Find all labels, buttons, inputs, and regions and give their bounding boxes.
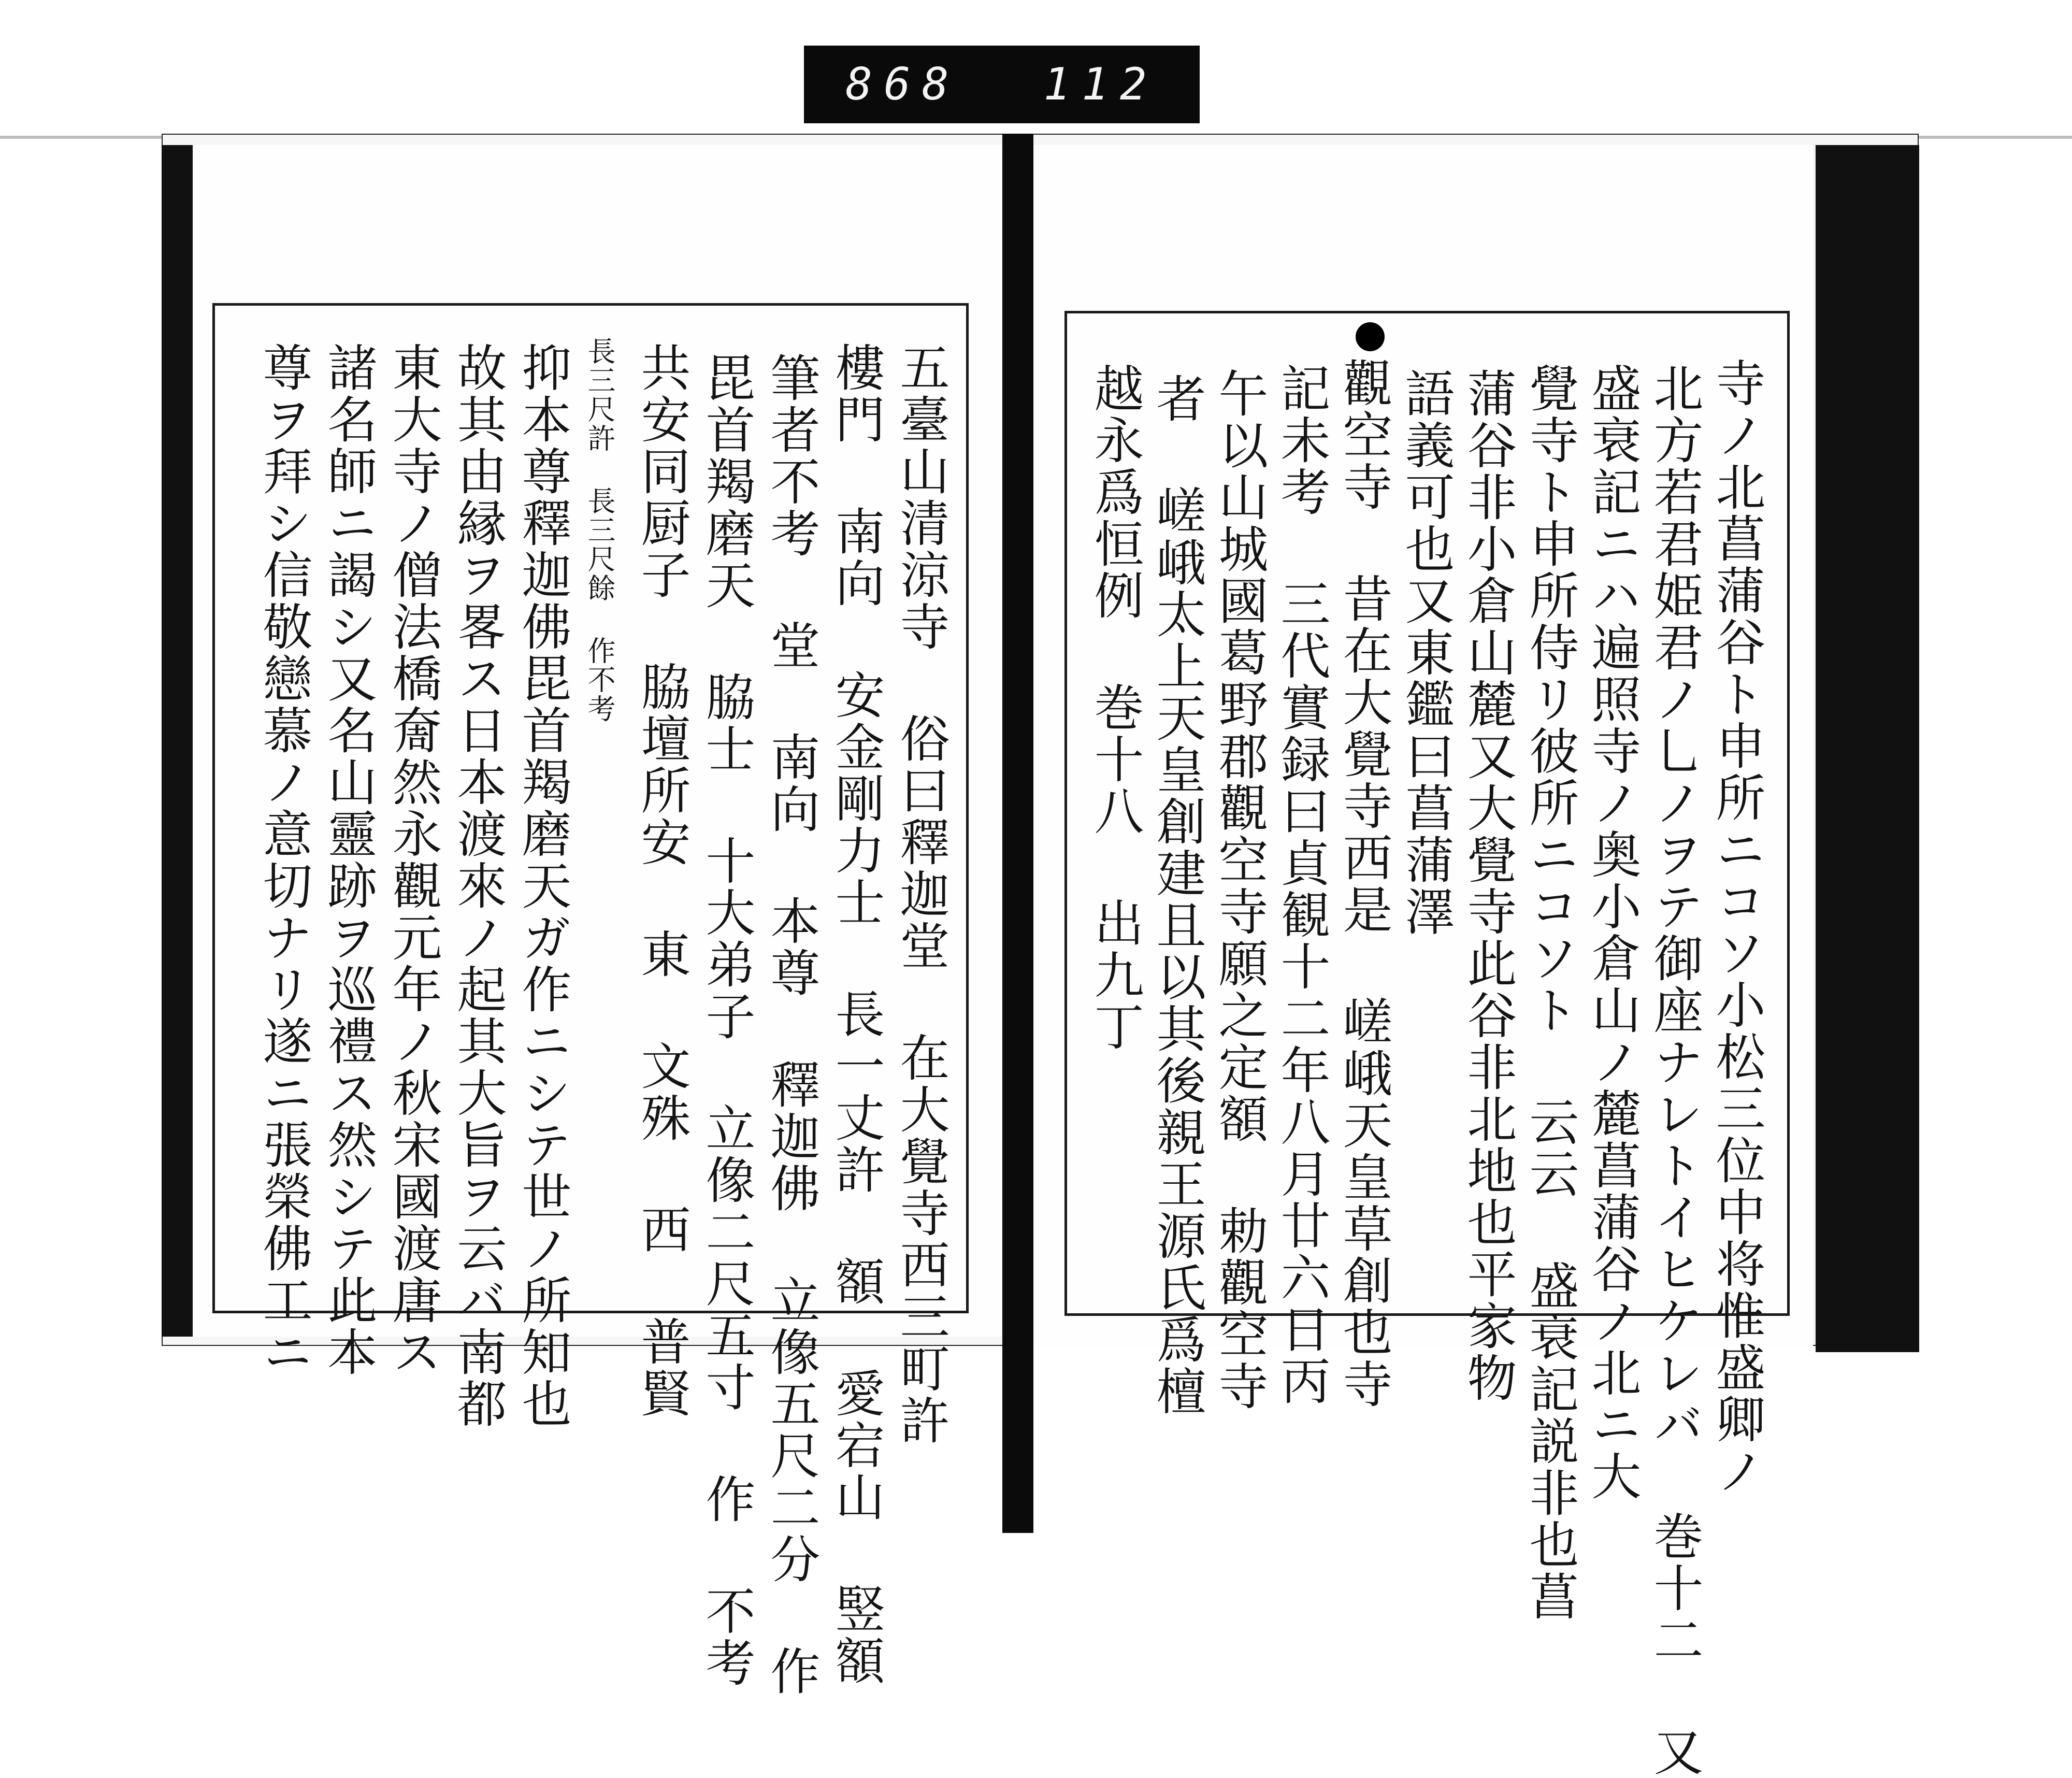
left-column-5: 共安同厨子 脇壇所安 東 文殊 西 普賢	[633, 342, 691, 1419]
right-column-2: 北方若君姫君ノ乚ノヲテ御座ナレトイヒケレバ 巻十二 又	[1646, 363, 1704, 1778]
left-page-edge	[162, 145, 194, 1337]
left-column-7: 抑本尊釋迦佛毘首羯磨天ガ作ニシテ世ノ所知也	[514, 342, 572, 1430]
right-column-6: 語義可也又東鑑曰菖蒲澤	[1397, 368, 1455, 938]
punch-hole	[1356, 322, 1385, 351]
left-column-6: 長三尺許 長三尺餘 作不考	[583, 337, 616, 723]
left-column-3: 筆者不考 堂 南向 本尊 釋迦佛 立像五尺二分 作	[762, 352, 821, 1697]
left-column-4: 毘首羯磨天 脇士 十大弟子 立像二尺五寸 作 不考	[698, 352, 756, 1689]
right-column-7: 觀空寺 昔在大覺寺西是 嵯峨天皇草創也寺	[1335, 357, 1393, 1410]
right-column-3: 盛衰記ニハ遍照寺ノ奥小倉山ノ麓菖蒲谷ノ北ニ大	[1584, 363, 1642, 1502]
right-column-11: 越永爲恒例 巻十八 出九丁	[1086, 363, 1144, 1053]
left-column-10: 諸名師ニ謁シ又名山靈跡ヲ巡禮ス然シテ此本	[320, 342, 378, 1378]
right-column-9: 午以山城國葛野郡觀空寺願之定額 勅觀空寺	[1211, 368, 1269, 1412]
right-column-10: 者 嵯峨太上天皇創建且以其後親王源氏爲檀	[1148, 373, 1206, 1417]
left-column-9: 東大寺ノ僧法橋奝然永觀元年ノ秋宋國渡唐ス	[384, 342, 442, 1378]
book-spine	[1002, 134, 1033, 1533]
right-column-1: 寺ノ北菖蒲谷ト申所ニコソ小松三位中将惟盛卿ノ	[1708, 357, 1766, 1497]
left-column-8: 故其由縁ヲ畧ス日本渡來ノ起其大旨ヲ云バ南都	[449, 342, 507, 1430]
left-column-11: 尊ヲ拜シ信敬戀慕ノ意切ナリ遂ニ張榮佛工ニ	[255, 342, 313, 1378]
frame-number: 112	[1043, 59, 1158, 110]
right-column-8: 記未考 三代實録曰貞観十二年八月廿六日丙	[1273, 363, 1331, 1407]
left-column-1: 五臺山清涼寺 俗曰釋迦堂 在大覺寺西三町許	[892, 342, 950, 1446]
right-column-4: 覺寺ト申所侍リ彼所ニコソト 云云 盛衰記説非也菖	[1521, 363, 1579, 1623]
left-column-2: 樓門 南向 安金剛力士 長一丈許 額 愛宕山 竪額	[827, 342, 885, 1687]
right-page-edge	[1816, 145, 1919, 1352]
frame-label	[804, 46, 1200, 123]
reel-number: 868	[845, 59, 960, 110]
right-column-5: 蒲谷非小倉山麓又大覺寺此谷非北地也平家物	[1459, 368, 1517, 1404]
